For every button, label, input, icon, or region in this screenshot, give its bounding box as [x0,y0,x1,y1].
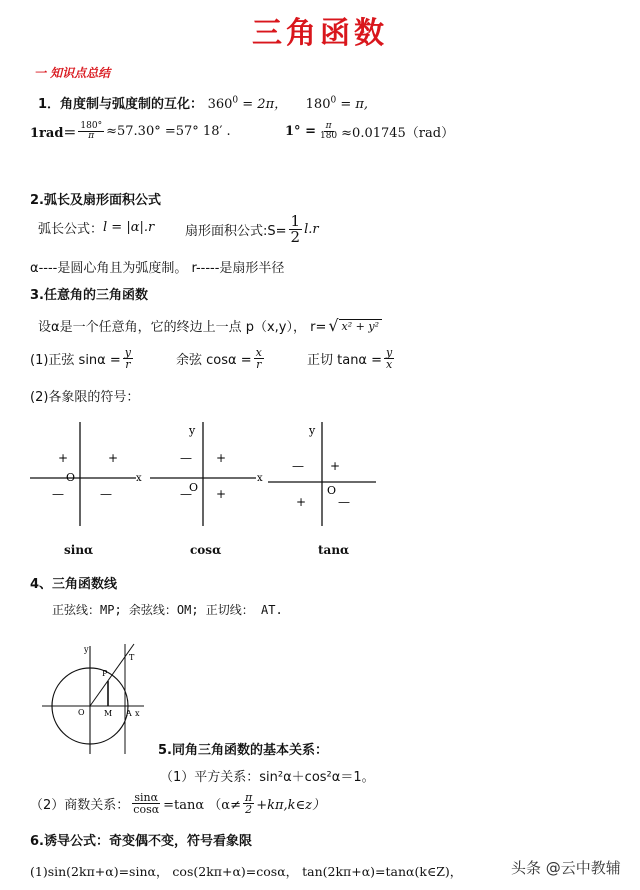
m-label: M [104,709,113,718]
cos-quadrant-chart [150,422,263,526]
q2-sign: — [292,459,304,473]
tan-caption: tanα [318,543,350,557]
origin-label: O [188,481,198,494]
tangent-definition: 正切 tanα = $\frac{y}{x}$ [307,346,393,371]
section-1-heading: 1．角度制与弧度制的互化： $360^0 = 2\pi$， $180^0 = \pi$, [38,95,369,112]
q3-sign: — [180,487,192,501]
square-relation: （1）平方关系：sin²α＋cos²α＝1。 [160,770,375,785]
x-axis-label: x [257,473,263,484]
trig-lines-list: 正弦线：MP; 余弦线：OM; 正切线： AT. [52,603,283,617]
sine-definition: (1)正弦 sinα = $\frac{y}{r}$ [30,346,131,371]
y-axis-label: y [309,424,316,437]
sin-caption: sinα [64,543,94,557]
o-label: O [78,708,85,717]
section-6-heading: 6.诱导公式：奇变偶不变，符号看象限 [30,834,252,849]
x-label: x [135,709,140,718]
q3-sign: — [52,487,64,501]
a-label: A [126,709,132,718]
q4-sign: — [100,487,112,501]
q4-sign: + [216,487,227,501]
y-label: y [84,645,89,654]
p-label: P [102,669,108,678]
origin-label: O [65,471,75,484]
q4-sign: — [338,495,350,509]
tan-quadrant-chart [268,422,376,526]
y-axis-label: y [189,424,196,437]
arc-length-formula: 弧长公式： l = |α|.r [38,220,155,237]
x-axis-label: x [136,473,142,484]
q2-sign: + [58,451,69,465]
q1-sign: + [330,459,341,473]
quotient-relation: （2）商数关系： $\frac{\sin\alpha}{\cos\alpha}$ =tanα （α≠ $\frac{\pi}{2}$ +kπ,k∈z） [30,791,325,816]
quadrant-signs-label: (2)各象限的符号： [30,390,140,405]
rad-conversion: 1rad＝ $\frac{180^\circ}{\pi}$ ≈57.30° =57° 18′ . [30,121,231,141]
q1-sign: + [216,451,227,465]
arbitrary-angle-intro: 设α是一个任意角，它的终边上一点 p（x,y）， r= √ x² + y² [38,316,382,335]
induction-formula-1: (1)sin(2kπ+α)=sinα， cos(2kπ+α)=cosα， tan(2kπ+α)=tanα(k∈Z)， [30,864,463,879]
page-title: 三角函数 [252,16,388,51]
trig-line-diagram [40,636,150,756]
sector-area-formula: 扇形面积公式:S= $\frac{1}{2}$ l.r [185,212,319,246]
section-5-heading: 5.同角三角函数的基本关系： [158,743,328,758]
q2-sign: — [180,451,192,465]
section-4-heading: 4、三角函数线 [30,577,118,592]
sector-note: α----是圆心角且为弧度制。 r-----是扇形半径 [30,261,285,276]
q1-sign: + [108,451,119,465]
cos-caption: cosα [190,543,222,557]
q3-sign: + [296,495,307,509]
degree-conversion: 1° = $\frac{\pi}{180}$ ≈0.01745（rad） [285,121,455,141]
section-summary-heading: 一 知识点总结 [34,66,111,80]
sin-quadrant-chart [30,422,142,526]
origin-label: O [327,484,337,497]
t-label: T [129,653,135,662]
section-3-heading: 3.任意角的三角函数 [30,288,148,303]
cosine-definition: 余弦 cosα = $\frac{x}{r}$ [176,346,262,371]
quadrant-sign-diagrams [28,418,378,530]
watermark: 头条 @云中教辅 [508,856,624,879]
section-2-heading: 2.弧长及扇形面积公式 [30,193,161,208]
